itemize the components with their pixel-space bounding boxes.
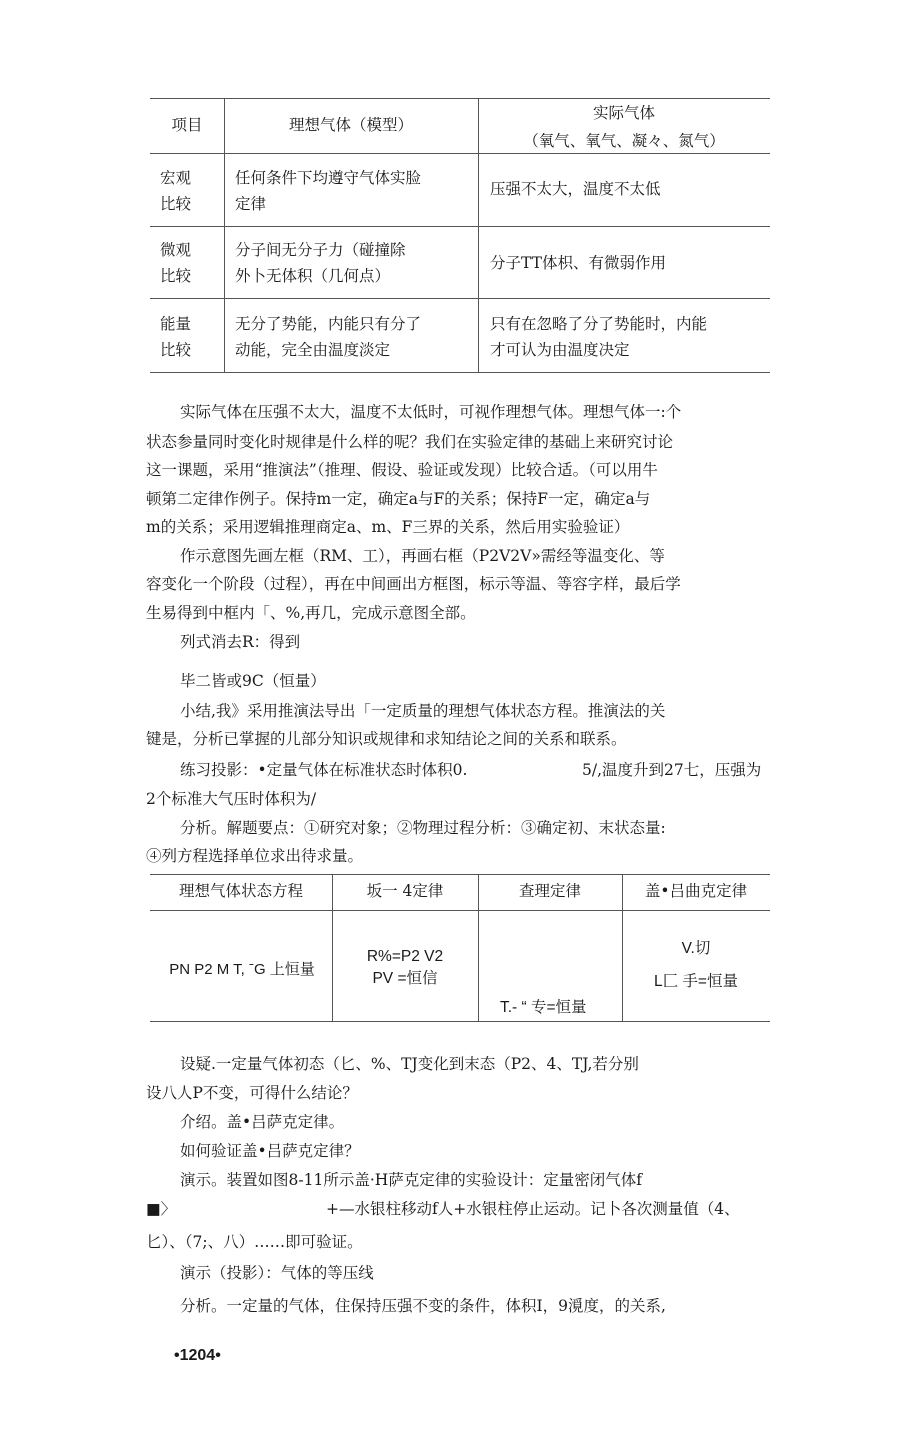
paragraph-line: 键是，分析已掌握的儿部分知识或规律和求知结论之间的关系和联系。 [146,730,627,748]
formula-gay-lussac: L匚 手=恒量 [654,973,738,990]
table-rule [150,874,770,875]
table-cell: 才可认为由温度决定 [490,341,630,359]
formula-state-equation: PN P2 M T, ˉG 上恒量 [169,961,315,978]
table-header: 盖•吕曲克定律 [644,882,748,900]
row-label: 宏观 [160,169,192,187]
table-header: 实际气体 [592,104,655,122]
table-cell: 无分了势能，内能只有分了 [235,315,422,333]
table-header: 坂一 4定律 [366,882,444,900]
paragraph-line: 演示。装置如图8-11所示盖·H萨克定律的实验设计：定量密闭气体f [180,1171,643,1189]
paragraph-line: 介绍。盖•吕萨克定律。 [180,1113,345,1131]
table-header: 项目 [171,116,203,134]
table-header: （氧气、氧气、凝々、氮气） [523,132,725,150]
table-rule [150,910,770,911]
table-rule [150,98,770,99]
paragraph-line: 顿第二定律作例子。保持m一定，确定a与F的关系；保持F一定，确定a与 [146,490,651,508]
paragraph-line: 分析。解题要点：①研究对象；②物理过程分析：③确定初、末状态量: [180,819,666,837]
table-cell: 定律 [235,195,267,213]
table-rule [150,372,770,373]
formula-boyle: PV =恒信 [372,970,438,987]
paragraph-line: 演示（投影）：气体的等压线 [180,1264,374,1282]
row-label: 比较 [160,267,192,285]
paragraph-line: 生易得到中框内「、%,再几，完成示意图全部。 [146,604,476,622]
paragraph-line: ④列方程选择单位求出待求量。 [146,847,364,865]
table-cell: 任何条件下均遵守气体实脸 [235,169,422,187]
paragraph-line: 小结,我》采用推演法导出「一定质量的理想气体状态方程。推演法的关 [180,702,666,720]
paragraph-line: 练习投影：•定量气体在标准状态时体积0. [180,761,468,779]
table-cell: 分子TT体枳、有微弱作用 [490,254,666,272]
formula-boyle: R%=P2 V2 [366,948,444,965]
table-rule [224,98,225,372]
formula-gay-lussac: V.切 [681,940,711,957]
table-header: 查理定律 [518,882,581,900]
paragraph-line: 分析。一定量的气体，住保持压强不变的条件，体积I，9漞度，的关系, [180,1297,666,1315]
table-cell: 只有在忽略了分了势能时，内能 [490,315,708,333]
paragraph-line: 如何验证盖•吕萨克定律？ [180,1142,360,1160]
formula-charles: T.- “ 专=恒量 [500,999,587,1016]
page-number: •1204• [174,1347,221,1364]
paragraph-line: +—水银柱移动f人+水银柱停止运动。记卜各次测量值（4、 [326,1200,740,1218]
row-label: 能量 [160,315,192,333]
row-label: 微观 [160,241,192,259]
paragraph-line: 作示意图先画左框（RM、工），再画右框（P2V2V»需经等温变化、等 [180,547,665,565]
table-rule [150,1021,770,1022]
table-header: 理想气体（模型） [288,116,413,134]
paragraph-line: 设八人P不变，可得什么结论？ [146,1084,358,1102]
paragraph-line: 设疑.一定量气体初态（匕、%、TJ变化到末态（P2、4、TJ,若分别 [180,1055,639,1073]
paragraph-line: m的关系；采用逻辑推理商定a、m、F三界的关系，然后用实验验证） [146,518,630,536]
paragraph-line: 这一课题，采用“推演法”（推理、假设、验证或发现）比较合适。（可以用牛 [146,461,658,479]
paragraph-line: 2个标准大气压时体积为/ [146,790,317,808]
paragraph-line: ■〉 [146,1200,177,1218]
table-header: 理想气体状态方程 [178,882,303,900]
paragraph-line: 状态参量同时变化时规律是什么样的呢？我们在实验定律的基础上来研究讨论 [146,433,674,451]
table-cell: 动能，完全由温度淡定 [235,341,391,359]
paragraph-line: 匕）、（7;、八）……即可验证。 [146,1233,363,1251]
table-cell: 外卜无体积（几何点） [235,267,391,285]
paragraph-line: 毕二皆或9C（恒量） [180,672,326,690]
table-cell: 压强不太大，温度不太低 [490,180,661,198]
row-label: 比较 [160,341,192,359]
paragraph-line: 列式消去R：得到 [180,633,301,651]
paragraph-line: 5/,温度升到27七，压强为 [582,761,762,779]
table-cell: 分子间无分子力（碰撞除 [235,241,406,259]
paragraph-line: 容变化一个阶段（过程），再在中间画出方框图，标示等温、等容字样，最后学 [146,575,681,593]
table-rule [150,298,770,299]
row-label: 比较 [160,195,192,213]
paragraph-line: 实际气体在压强不太大，温度不太低时，可视作理想气体。理想气体一:个 [180,403,682,421]
table-rule [150,226,770,227]
